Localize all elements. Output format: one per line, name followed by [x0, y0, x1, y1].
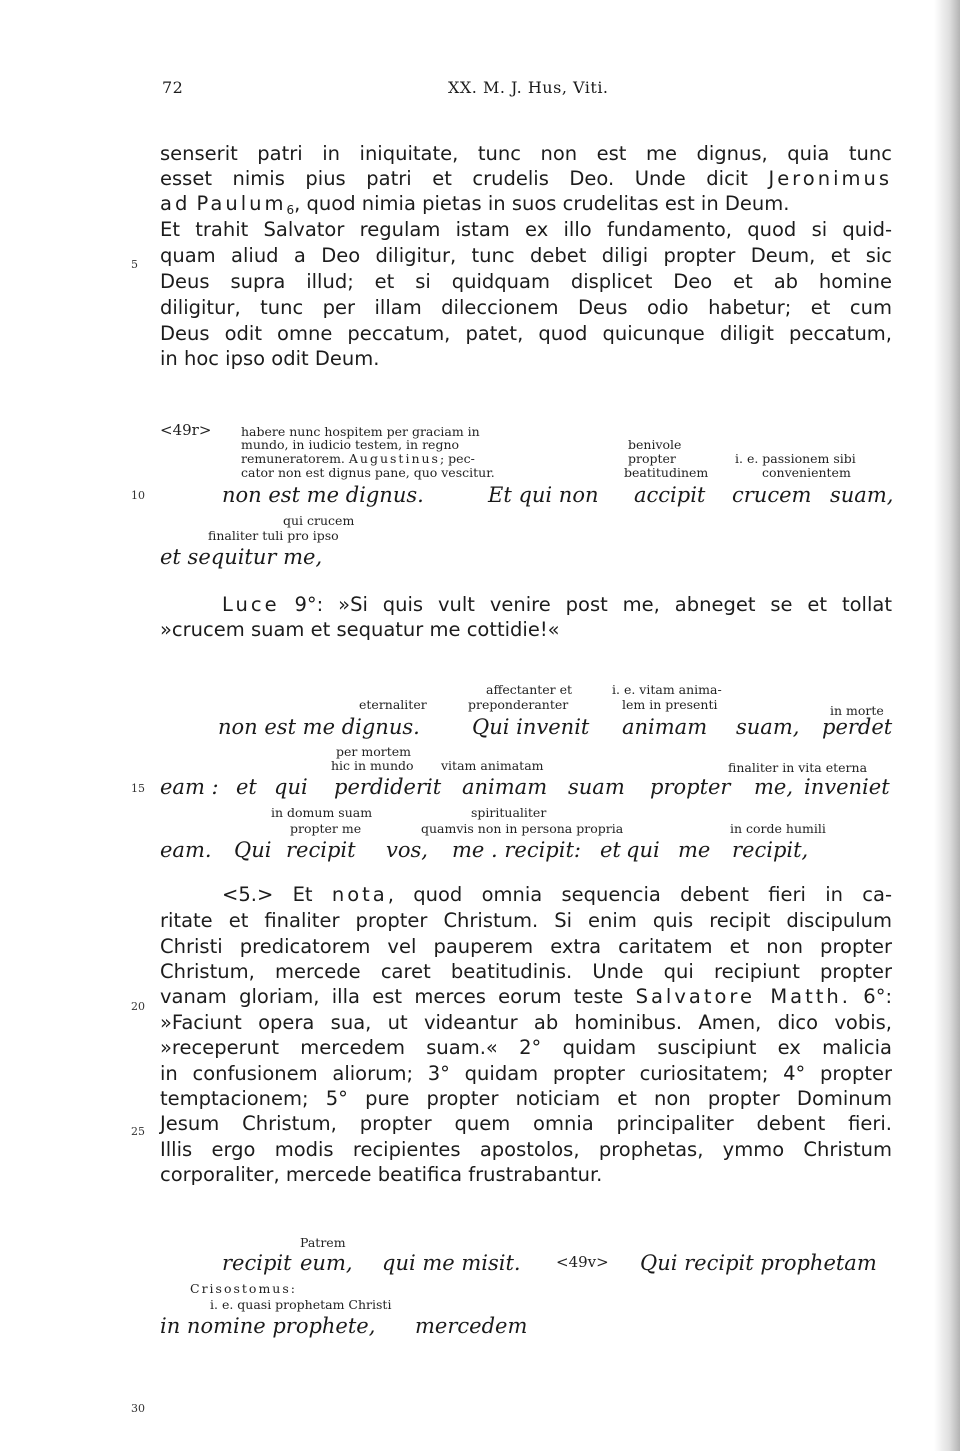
gloss-line: in domum suam	[271, 805, 373, 820]
line-number: 25	[131, 1125, 145, 1138]
verse-text: eum,	[300, 1251, 353, 1275]
folio-marker: <49r>	[160, 421, 212, 439]
text-span: ad	[160, 192, 191, 215]
text-line: senserit patri in iniquitate, tunc non est me dignus, quia tunc	[160, 142, 892, 165]
gloss-line: preponderanter	[468, 697, 569, 712]
text-span: , quod nimia pietas in suos crudelitas est in Deum.	[294, 192, 790, 215]
verse-text: mercedem	[415, 1314, 528, 1338]
author-name: Paulum	[196, 192, 287, 215]
verse-text: propter	[650, 775, 731, 799]
verse-text: eam :	[160, 775, 219, 799]
verse-text: eam.	[160, 838, 212, 862]
text-span: <5.> Et	[222, 883, 313, 906]
gloss-line: lem in presenti	[622, 697, 718, 712]
line-number: 20	[131, 1000, 145, 1013]
gloss-line: convenientem	[762, 465, 851, 480]
text-line: in confusionem aliorum; 3° quidam propter curiositatem; 4° propter	[160, 1062, 892, 1085]
text-line	[160, 167, 892, 190]
author-name: Jeronimus	[768, 167, 892, 190]
verse-text: Qui	[234, 838, 272, 862]
verse-text: suam,	[736, 715, 800, 739]
verse-text: Et qui non	[488, 483, 599, 507]
verse-text: et	[600, 838, 621, 862]
gloss-line: vitam animatam	[441, 758, 544, 773]
folio-marker: <49v>	[556, 1253, 609, 1271]
text-span: vanam gloriam, illa est merces eorum teste	[160, 985, 624, 1008]
text-line: diligitur, tunc per illam dileccionem Deus odio habetur; et cum	[160, 296, 892, 319]
verse-text: in nomine prophete,	[160, 1314, 376, 1338]
verse-text: accipit	[634, 483, 706, 507]
verse-text: vos,	[386, 838, 428, 862]
text-span: esset nimis pius patri et crudelis Deo. Unde dicit	[160, 167, 748, 190]
author-name: Luce	[222, 593, 280, 616]
text-line: »receperunt mercedem suam.« 2° quidam suscipiunt ex malicia	[160, 1036, 892, 1059]
gloss-line: hic in mundo	[331, 758, 414, 773]
verse-text: recipit	[286, 838, 356, 862]
text-span: 9°: »Si quis vult venire post me, abneget se et tollat	[294, 593, 892, 616]
verse-text: recipit,	[732, 838, 809, 862]
gloss-line	[241, 451, 475, 466]
gloss-line: eternaliter	[359, 697, 427, 712]
gloss-line: beatitudinem	[624, 465, 709, 480]
text-line: »crucem suam et sequatur me cottidie!«	[160, 618, 560, 641]
subscript: 6	[286, 203, 295, 217]
gloss-line: finaliter in vita eterna	[728, 760, 868, 775]
text-span: , quod omnia sequencia debent fieri in ca-	[387, 883, 892, 906]
gloss-line: cator non est dignus pane, quo vescitur.	[241, 465, 495, 480]
text-line: quam aliud a Deo diligitur, tunc debet diligi propter Deum, et sic	[160, 244, 892, 267]
text-line	[160, 192, 789, 217]
verse-text: non est me dignus.	[218, 715, 420, 739]
gloss-line: i. e. vitam anima-	[612, 682, 722, 697]
gloss-line: propter	[628, 451, 676, 466]
gloss-line: benivole	[628, 437, 682, 452]
gloss-span: remuneratorem.	[241, 451, 345, 466]
gloss-line: propter me	[290, 821, 362, 836]
gloss-line: affectanter et	[486, 682, 573, 697]
text-line: in hoc ipso odit Deum.	[160, 347, 380, 370]
gloss-line: in morte	[830, 703, 884, 718]
text-line: Jesum Christum, propter quem omnia principaliter debent fieri.	[160, 1112, 892, 1135]
running-head: XX. M. J. Hus, Viti.	[448, 78, 609, 97]
gloss-line: quamvis non in persona propria	[421, 821, 624, 836]
verse-text: qui me misit.	[382, 1251, 521, 1275]
gloss-line: qui crucem	[283, 513, 355, 528]
text-line: corporaliter, mercede beatifica frustrabantur.	[160, 1163, 603, 1186]
text-line: Et trahit Salvator regulam istam ex illo fundamento, quod si quid-	[160, 218, 892, 241]
line-number: 15	[131, 782, 145, 795]
verse-text: crucem	[732, 483, 812, 507]
verse-text: recipit	[222, 1251, 292, 1275]
line-number: 10	[131, 489, 145, 502]
verse-text: perdiderit	[334, 775, 442, 799]
emphasis: nota	[331, 883, 388, 906]
gloss-line: habere nunc hospitem per graciam in	[241, 424, 480, 439]
text-line: ritate et finaliter propter Christum. Si enim quis recipit discipulum	[160, 909, 892, 932]
text-line: »Faciunt opera sua, ut videantur ab hominibus. Amen, dico vobis,	[160, 1011, 892, 1034]
verse-text: me,	[754, 775, 794, 799]
line-number: 5	[131, 258, 138, 271]
verse-text: Qui invenit	[472, 715, 590, 739]
verse-text: me	[678, 838, 711, 862]
verse-text: me . recipit:	[452, 838, 581, 862]
line-number: 30	[131, 1402, 145, 1415]
verse-text: Qui recipit prophetam	[640, 1251, 877, 1275]
text-line: Illis ergo modis recipientes apostolos, prophetas, ymmo Christum	[160, 1138, 892, 1161]
author-name: Crisostomus:	[190, 1281, 297, 1296]
gloss-line: i. e. quasi prophetam Christi	[210, 1297, 392, 1312]
verse-text: suam	[568, 775, 625, 799]
gloss-line: spiritualiter	[471, 805, 547, 820]
verse-text: qui	[626, 838, 660, 862]
verse-text: animam	[462, 775, 548, 799]
verse-text: animam	[622, 715, 708, 739]
gloss-line: in corde humili	[730, 821, 826, 836]
verse-text: qui	[274, 775, 308, 799]
text-line: Christum, mercede caret beatitudinis. Unde qui recipiunt propter	[160, 960, 892, 983]
gloss-line: finaliter tuli pro ipso	[208, 528, 339, 543]
text-span: 6°:	[863, 985, 893, 1008]
text-line: Deus odit omne peccatum, patet, quod quicunque diligit peccatum,	[160, 322, 892, 345]
verse-text: inveniet	[804, 775, 890, 799]
gloss-line: i. e. passionem sibi	[735, 451, 856, 466]
author-name: Augustinus	[348, 451, 440, 466]
text-line	[160, 985, 892, 1008]
gloss-line: mundo, in iudicio testem, in regno	[241, 437, 460, 452]
author-name: Salvatore Matth.	[635, 985, 851, 1008]
verse-text: suam,	[830, 483, 894, 507]
verse-text: non est me dignus.	[222, 483, 424, 507]
text-line	[222, 593, 892, 616]
text-line: Deus supra illud; et si quidquam displicet Deo et ab homine	[160, 270, 892, 293]
gloss-span: ; pec-	[439, 451, 475, 466]
verse-text: et sequitur me,	[160, 545, 323, 569]
gloss-line: per mortem	[336, 744, 411, 759]
text-line	[222, 883, 892, 906]
scan-edge-shadow	[934, 0, 960, 1451]
text-line: Christi predicatorem vel pauperem extra caritatem et non propter	[160, 935, 892, 958]
page-number: 72	[162, 78, 184, 97]
verse-text: perdet	[822, 715, 893, 739]
text-line: temptacionem; 5° pure propter noticiam et non propter Dominum	[160, 1087, 892, 1110]
gloss-line: Patrem	[300, 1235, 346, 1250]
verse-text: et	[236, 775, 257, 799]
